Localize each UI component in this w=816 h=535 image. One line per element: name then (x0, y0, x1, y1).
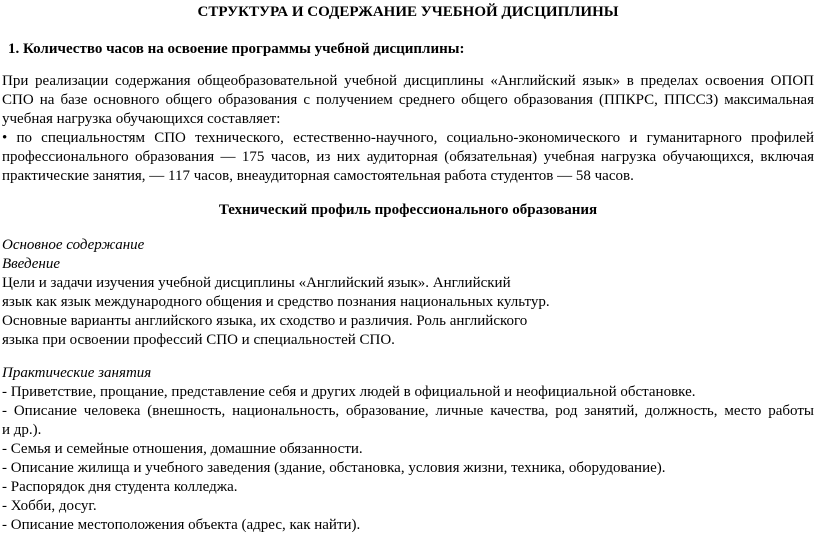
intro-line: Цели и задачи изучения учебной дисциплины «Английский язык». Английский (2, 275, 511, 291)
intro-line: языка при освоении профессий СПО и специальностей СПО. (2, 332, 395, 348)
section-1-heading: 1. Количество часов на освоение программы учебной дисциплины: (8, 41, 465, 57)
paragraph-line: профессионального образования — 175 часов, из них аудиторная (обязательная) учебная нагрузка обучающихся, включая (2, 149, 814, 165)
intro-label: Введение (2, 256, 60, 272)
practice-item: и др.). (2, 422, 42, 438)
practice-label: Практические занятия (2, 365, 152, 381)
practice-item: - Хобби, досуг. (2, 498, 97, 514)
practice-item: - Приветствие, прощание, представление себя и других людей в официальной и неофициальной обстановке. (2, 384, 696, 400)
practice-item: - Описание жилища и учебного заведения (здание, обстановка, условия жизни, техника, оборудование). (2, 460, 666, 476)
paragraph-line: учебная нагрузка обучающихся составляет: (2, 111, 281, 127)
practice-item: - Семья и семейные отношения, домашние обязанности. (2, 441, 363, 457)
paragraph-line: СПО на базе основного общего образования с получением среднего общего образования (ППКРС, ППССЗ) максимальная (2, 92, 814, 108)
practice-item: - Описание человека (внешность, национальность, образование, личные качества, род занятий, должность, место работы (2, 403, 814, 419)
main-content-label: Основное содержание (2, 237, 145, 253)
intro-line: язык как язык международного общения и средство познания национальных культур. (2, 294, 550, 310)
paragraph-line: практические занятия, — 117 часов, внеаудиторная самостоятельная работа студентов — 58 часов. (2, 168, 634, 184)
intro-line: Основные варианты английского языка, их сходство и различия. Роль английского (2, 313, 528, 329)
practice-item: - Распорядок дня студента колледжа. (2, 479, 238, 495)
paragraph-line: При реализации содержания общеобразовательной учебной дисциплины «Английский язык» в пределах освоения ОПОП (2, 73, 814, 89)
document-title: СТРУКТУРА И СОДЕРЖАНИЕ УЧЕБНОЙ ДИСЦИПЛИНЫ (197, 4, 619, 20)
bullet-line: • по специальностям СПО технического, естественно-научного, социально-экономического и гуманитарного профилей (2, 130, 814, 146)
practice-item: - Описание местоположения объекта (адрес, как найти). (2, 517, 361, 533)
profile-heading: Технический профиль профессионального образования (218, 202, 598, 218)
